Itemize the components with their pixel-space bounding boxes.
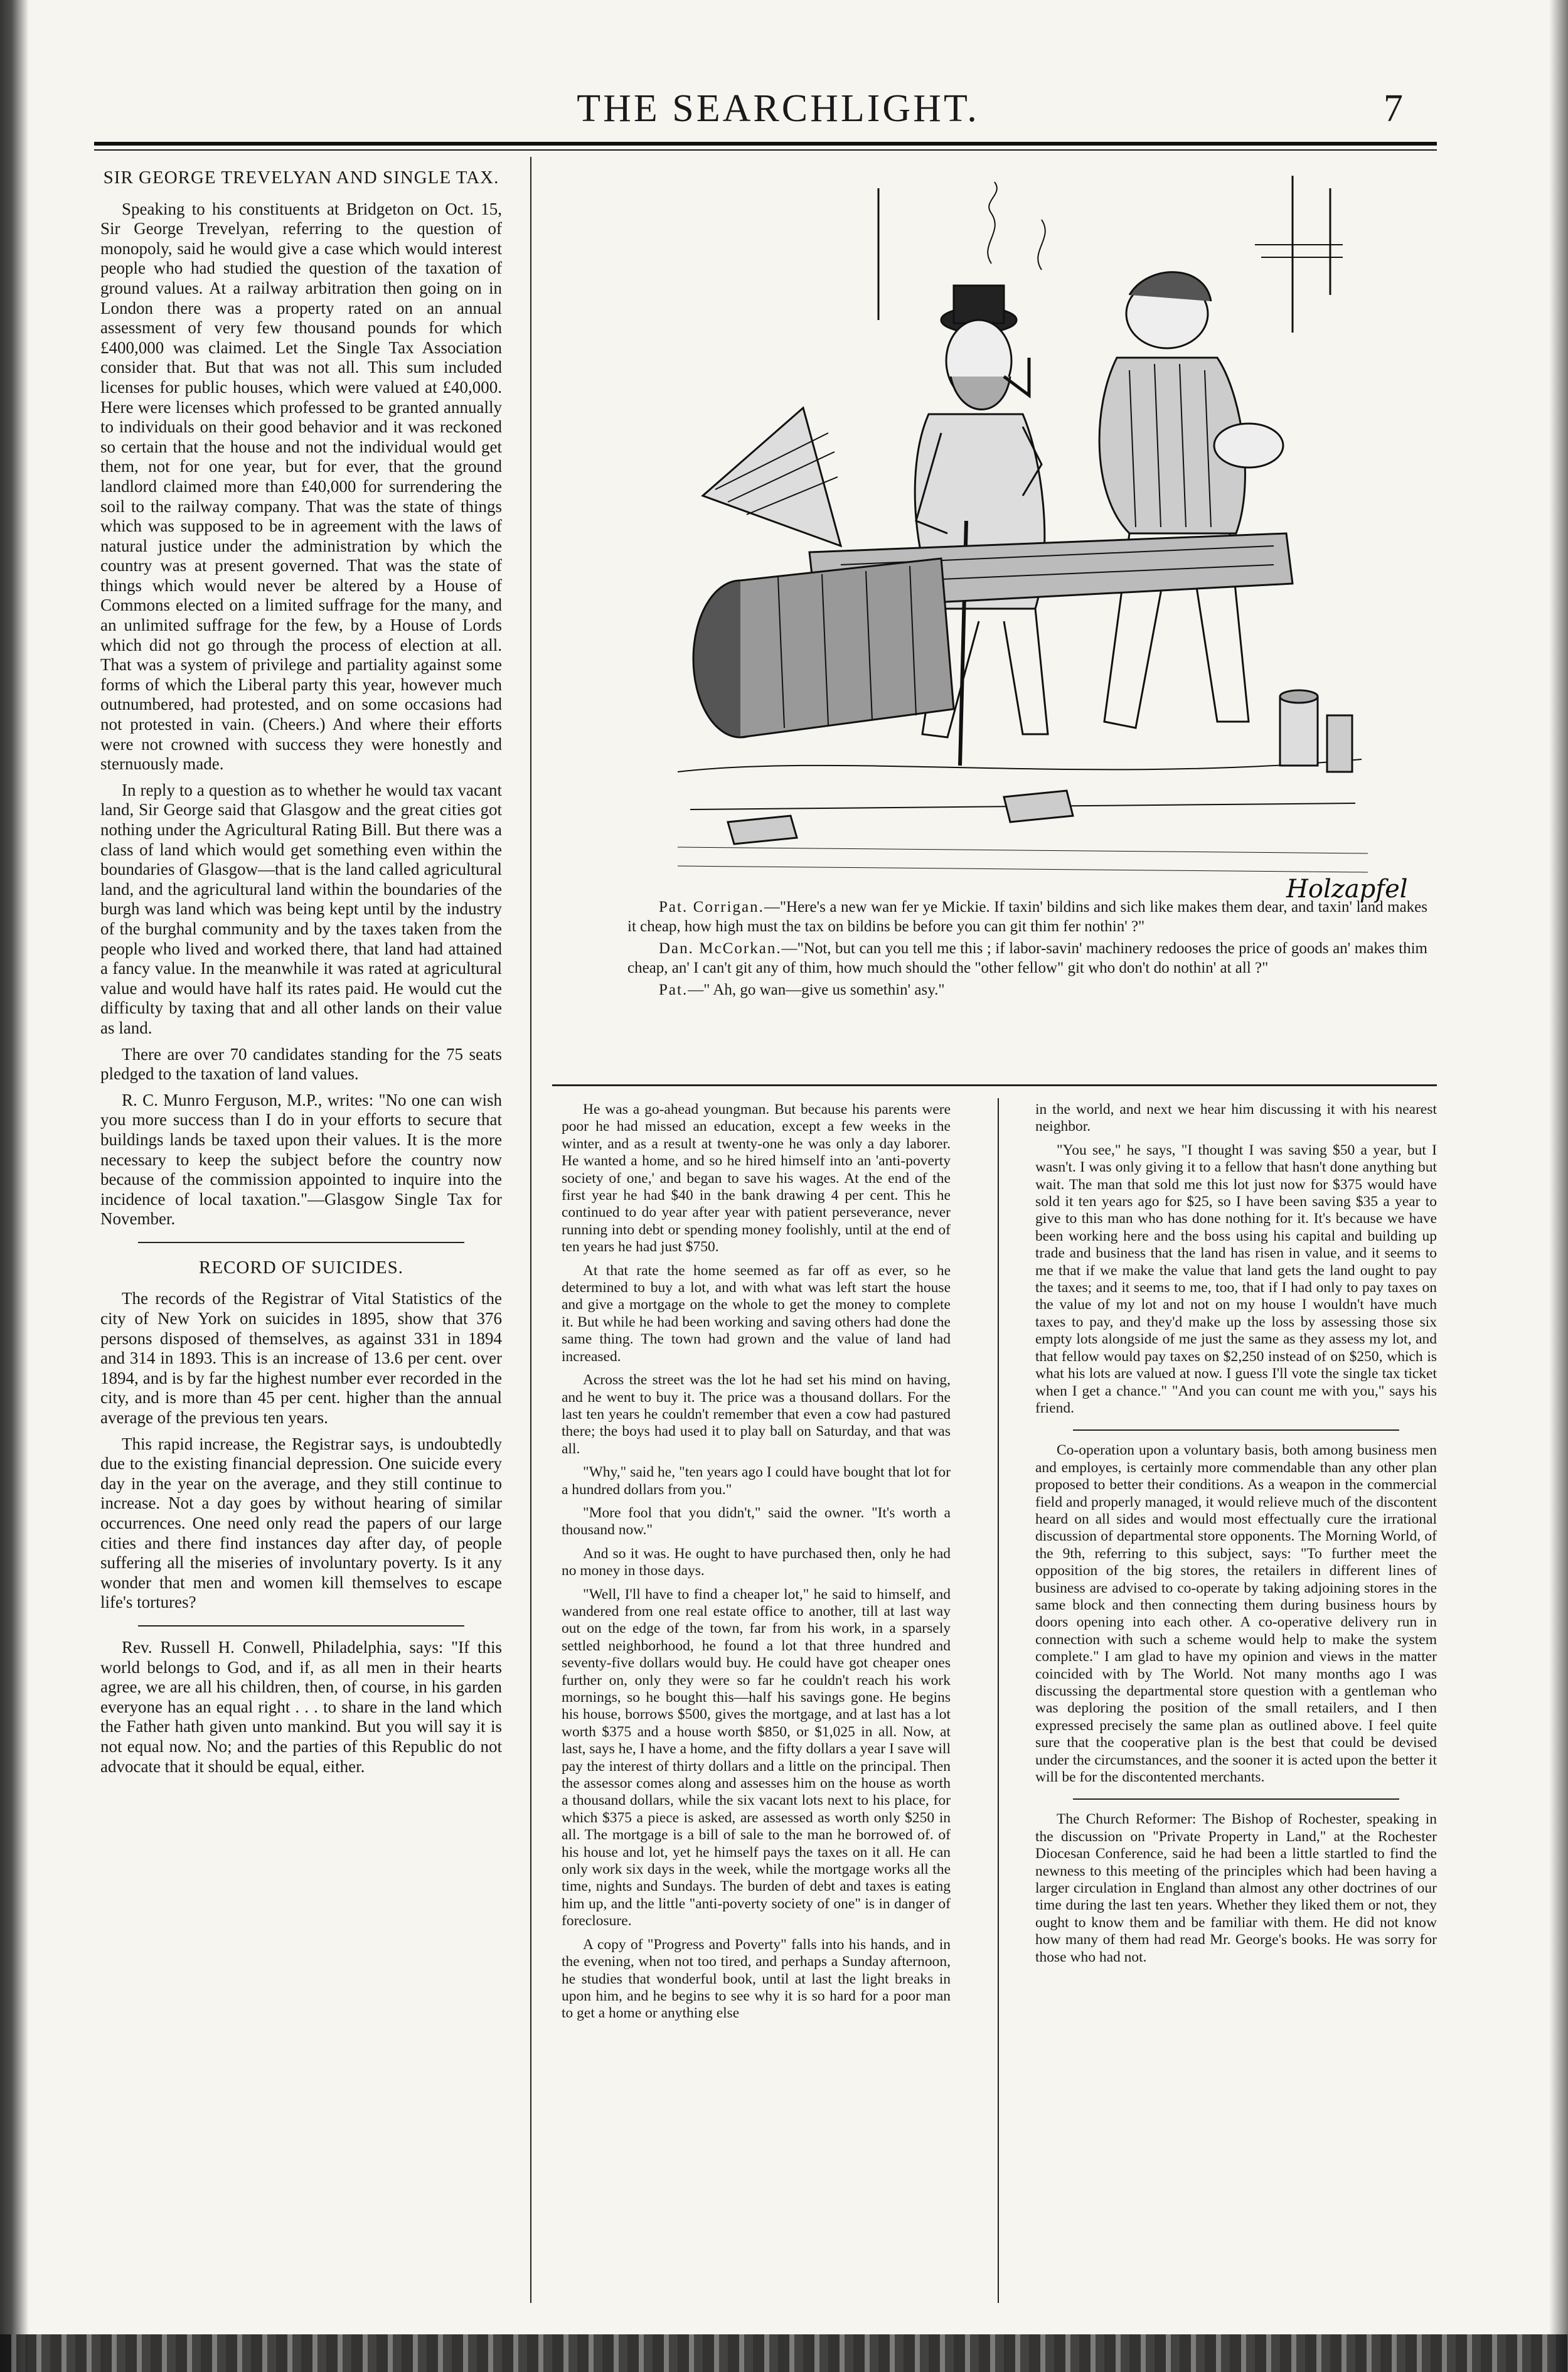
section-divider xyxy=(138,1242,464,1243)
caption-text: —" Ah, go wan—give us somethin' asy." xyxy=(688,981,945,998)
cartoon-illustration xyxy=(653,169,1408,913)
article-paragraph: The records of the Registrar of Vital Statistics of the city of New York on suicides in 1895, show that 376 persons disposed of themselves, as against 331 in 1894 and 314 in 1893. This is an increase of 13.6 per cent. over 1894, and is by far the highest number ever recorded in the city, and is more than 45 per cent. higher than the annual average of the previous ten years. xyxy=(100,1289,502,1428)
article-paragraph: R. C. Munro Ferguson, M.P., writes: "No one can wish you more success than I do in your efforts to secure that buildings lands be taxed upon their values. It is the more necessary to keep the subject before the country now because of the commission appointed to inquire into the incidence of local taxation."—Glasgow Single Tax for November. xyxy=(100,1090,502,1229)
article-paragraph: Rev. Russell H. Conwell, Philadelphia, says: "If this world belongs to God, and if, as all men in their hearts agree, we are all his children, then, of course, in his garden everyone has an equal right . . . to share in the land which the Father hath given unto mankind. But you will say it is not equal now. No; and the parties of this Republic do not advocate that it should be equal, either. xyxy=(100,1637,502,1776)
article-paragraph: In reply to a question as to whether he would tax vacant land, Sir George said that Glasgow and the great cities got nothing under the Agricultural Rating Bill. But there was a class of land which would get something even within the boundaries of Glasgow—that is the land called agricultural land, and the agricultural land within the boundaries of the burgh was land which was being kept until by the industry of the burghal community and by the taxes taken from the people who lived and worked there, that land had attained a fancy value. In the meanwhile it was rated at agricultural value and would have half its rates paid. He would cut the difficulty by taxing that and all other lands on their value as land. xyxy=(100,780,502,1037)
article-paragraph: "More fool that you didn't," said the owner. "It's worth a thousand now." xyxy=(562,1504,951,1539)
article-paragraph: "Why," said he, "ten years ago I could have bought that lot for a hundred dollars from you." xyxy=(562,1464,951,1498)
article-paragraph: in the world, and next we hear him discussing it with his nearest neighbor. xyxy=(1035,1101,1437,1135)
caption-speaker: Dan. McCorkan. xyxy=(659,940,782,957)
article-heading-trevelyan: SIR GEORGE TREVELYAN AND SINGLE TAX. xyxy=(103,168,499,188)
section-divider xyxy=(1073,1429,1399,1431)
page-number: 7 xyxy=(1384,87,1403,130)
article-paragraph: A copy of "Progress and Poverty" falls into his hands, and in the evening, when not too tired, and perhaps a Sunday afternoon, he studies that wonderful book, until at last the light breaks in upon him, and he begins to see why it is so hard for a poor man to get a home or anything else xyxy=(562,1936,951,2022)
section-divider xyxy=(1073,1798,1399,1800)
column-left xyxy=(100,163,502,1783)
caption-line-1 xyxy=(627,897,1427,936)
section-divider xyxy=(138,1625,464,1627)
article-paragraph: He was a go-ahead youngman. But because his parents were poor he had missed an education, except a few weeks in the winter, and as a result at twenty-one he was only a day laborer. He wanted a home, and so he hired himself into an 'anti-poverty society of one,' and began to save his wages. At the end of the first year he had $40 in the bank drawing 4 per cent. This he continued to do year after year with patient perseverance, never running into debt or spending money foolishly, until at the end of ten years he had just $750. xyxy=(562,1101,951,1256)
illustration-bottom-rule xyxy=(552,1084,1437,1086)
article-paragraph: Co-operation upon a voluntary basis, both among business men and employes, is certainly more commendable than any other plan proposed to better their conditions. As a weapon in the commercial field and properly managed, it would relieve much of the discontent heard on all sides and would most effectually cure the irrational discussion of departmental store opponents. The Morning World, of the 9th, referring to this subject, says: "To further meet the opposition of the big stores, the retailers in different lines of business are advised to co-operate by taking adjoining stores in the same block and then connecting them during business hours by doors opening into each other. A co-operative delivery run in connection with such a scheme would help to make the system complete." I am glad to have my opinion and views in the matter coincided with by The World. Not many months ago I was discussing the departmental store question with a gentleman who was deploring the position of the small retailers, and I then expressed precisely the same plan as outlined above. I feel quite sure that the cooperative plan is the best that could be devised under the circumstances, and the sooner it is acted upon the better it will be for the discontented merchants. xyxy=(1035,1442,1437,1786)
column-right xyxy=(1035,1101,1437,1972)
article-paragraph: At that rate the home seemed as far off as ever, so he determined to buy a lot, and with what was left start the house and give a mortgage on the whole to get the money to complete it. But while he had been working and saving others had done the same thing. The town had grown and the value of land had increased. xyxy=(562,1262,951,1365)
article-paragraph: There are over 70 candidates standing for the 75 seats pledged to the taxation of land values. xyxy=(100,1044,502,1084)
header-rule xyxy=(94,142,1437,146)
artist-signature: Holzapfel xyxy=(1286,875,1408,904)
article-paragraph: The Church Reformer: The Bishop of Rochester, speaking in the discussion on "Private Property in Land," at the Rochester Diocesan Conference, said he had been a little startled to find the newness to this meeting of the principles which had been having a larger circulation in England than almost any other doctrines of our time during the last ten years. Whether they liked them or not, they ought to know them and be familiar with them. He did not know how many of them had read Mr. George's books. He was sorry for those who had not. xyxy=(1035,1811,1437,1965)
scan-edge-left xyxy=(0,0,29,2372)
caption-speaker: Pat. xyxy=(659,981,688,998)
article-paragraph: Across the street was the lot he had set his mind on having, and he went to buy it. The price was a thousand dollars. For the last ten years he couldn't remember that even a cow had pastured there; the boys had used it to play ball on Saturday, and that was all. xyxy=(562,1372,951,1457)
header-rule-thin xyxy=(94,149,1437,151)
scan-edge-right xyxy=(1549,0,1568,2372)
column-middle xyxy=(562,1101,951,2029)
article-paragraph: This rapid increase, the Registrar says, is undoubtedly due to the existing financial depression. One suicide every day in the year on the average, and they still continue to increase. Not a day goes by without hearing of similar occurrences. One need only read the papers of our large cities and there find instances day after day, of people suffering all the miseries of involuntary poverty. Is it any wonder that men and women kill themselves to escape life's tortures? xyxy=(100,1434,502,1612)
caption-line-3 xyxy=(627,980,1427,1000)
article-paragraph: "You see," he says, "I thought I was saving $50 a year, but I wasn't. I was only giving it to a fellow that hasn't done anything but wait. The man that sold me this lot just now for $375 would have sold it ten years ago for $25, so I have been saving $35 a year to give to this man who has done nothing for it. It's because we have been working here and the boss using his capital and building up trade and business that the land has risen in value, and it seems to me that if we make the value that land gets the land ought to pay the taxes; and it seems to me, too, that if I had only to pay taxes on the value of my lot and not on my house I wouldn't have much taxes to pay, and they'd make up the loss by assessing those six empty lots alongside of me just the same as they assess my lot, and that fellow would pay taxes on $2,250 instead of on $250, which is what his lots are valued at now. I guess I'll vote the single tax ticket when I get a chance." "And you can count me with you," says his friend. xyxy=(1035,1141,1437,1416)
article-heading-suicides: RECORD OF SUICIDES. xyxy=(199,1257,403,1278)
scan-edge-bottom xyxy=(0,2334,1568,2372)
article-paragraph: "Well, I'll have to find a cheaper lot," he said to himself, and wandered from one real estate office to another, till at last way out on the edge of the town, far from his work, in a sparsely settled neighborhood, he found a lot that three hundred and seventy-five dollars would buy. He could have got cheaper ones further on, only they were so far he couldn't reach his work mornings, so he bought this—half his savings gone. He begins his house, borrows $500, gives the mortgage, and at last has a lot worth $375 and a house worth $850, or $1,025 in all. Now, at last, says he, I have a home, and the fifty dollars a year I save will pay the interest of thirty dollars and a little on the principal. Then the assessor comes along and assesses him on the house as worth a thousand dollars, while the six vacant lots next to his place, for which $375 a piece is asked, are assessed as worth only $250 in all. The mortgage is a bill of sale to the man he borrowed of. of his house and lot, yet he himself pays the taxes on it all. He can only work six days in the week, while the mortgage works all the time, nights and Sundays. The burden of debt and taxes is eating him up, and the little "anti-poverty society of one" is in danger of foreclosure. xyxy=(562,1586,951,1930)
caption-speaker: Pat. Corrigan. xyxy=(659,899,764,916)
caption-text: —"Here's a new wan fer ye Mickie. If taxin' bildins and sich like makes them dear, and taxin' land makes it cheap, how high must the tax on bildins be before you can git thim fer nothin' ?" xyxy=(627,899,1427,935)
cartoon-caption xyxy=(627,897,1427,1002)
caption-text: —"Not, but can you tell me this ; if labor-savin' machinery redooses the price of goods an' makes thim cheap, an' I can't git any of thim, how much should the "other fellow" git who don't do nothin' at all ?" xyxy=(627,940,1427,976)
article-paragraph: And so it was. He ought to have purchased then, only he had no money in those days. xyxy=(562,1545,951,1579)
column-divider-1 xyxy=(530,157,531,2303)
column-divider-2 xyxy=(998,1098,999,2303)
article-paragraph: Speaking to his constituents at Bridgeton on Oct. 15, Sir George Trevelyan, referring to the question of monopoly, said he would give a case which would interest people who had studied the question of the taxation of ground values. At a railway arbitration then going on in London there was a property rated on an annual assessment of very few thousand pounds for which £400,000 was claimed. Let the Single Tax Association consider that. But that was not all. This sum included licenses for public houses, which were valued at £40,000. Here were licenses which professed to be granted annually to individuals on their good behavior and it was reckoned so certain that the house and not the individual would get them, not for one year, but for ever, that the ground landlord claimed more than £40,000 for surrendering the soil to the railway company. That was the state of things which was supposed to be in agreement with the laws of natural justice under the administration by which the country was at present governed. That was the state of things which would never be altered by a House of Commons elected on a limited suffrage for the many, and an unlimited suffrage for the few, by a House of Lords which did not go through the process of election at all. That was a system of privilege and partiality against some forms of which the Liberal party this year, however much outnumbered, had protested, and on some occasions had not protested in vain. (Cheers.) And where their efforts were not crowned with success they were honestly and sternuously made. xyxy=(100,199,502,774)
masthead-title: THE SEARCHLIGHT. xyxy=(577,87,979,130)
caption-line-2 xyxy=(627,939,1427,978)
